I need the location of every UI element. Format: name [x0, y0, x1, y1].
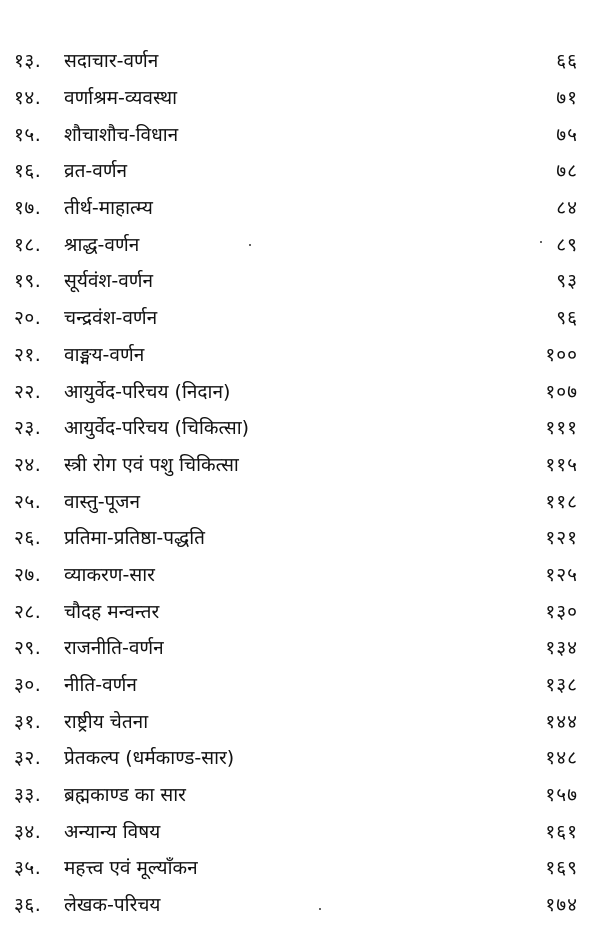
toc-entry-page: १७४	[545, 894, 578, 917]
toc-entry	[0, 299, 600, 336]
toc-entry-number: २३.	[14, 417, 42, 440]
toc-entry-number: २४.	[14, 453, 42, 476]
toc-entry-page: १२५	[545, 563, 578, 586]
toc-entry-title: आयुर्वेद-परिचय (निदान)	[64, 380, 231, 403]
toc-entry	[0, 336, 600, 373]
toc-entry	[0, 372, 600, 409]
toc-entry	[0, 409, 600, 446]
toc-entry-page: १३८	[545, 674, 578, 697]
toc-entry-number: १९.	[14, 270, 42, 293]
toc-entry	[0, 189, 600, 226]
scan-speck	[540, 241, 542, 243]
toc-entry-page: ९३	[556, 270, 578, 293]
toc-entry	[0, 629, 600, 666]
toc-entry-title: प्रतिमा-प्रतिष्ठा-पद्धति	[64, 527, 205, 550]
toc-entry-number: १३.	[14, 50, 42, 73]
toc-entry-page: १५७	[545, 784, 578, 807]
toc-entry-page: १३०	[545, 600, 578, 623]
toc-entry-number: २८.	[14, 600, 42, 623]
toc-entry-page: ८९	[556, 233, 578, 256]
toc-entry	[0, 776, 600, 813]
toc-entry-page: १२१	[545, 527, 578, 550]
toc-entry-number: २९.	[14, 637, 42, 660]
toc-entry	[0, 849, 600, 886]
toc-entry	[0, 666, 600, 703]
toc-entry-number: ३३.	[14, 784, 42, 807]
toc-entry	[0, 225, 600, 262]
toc-entry-page: १४४	[545, 710, 578, 733]
toc-entry-number: १५.	[14, 123, 42, 146]
toc-entry-title: वास्तु-पूजन	[64, 490, 140, 513]
toc-entry-number: ३०.	[14, 674, 42, 697]
toc-entry	[0, 152, 600, 189]
toc-entry-number: ३५.	[14, 857, 42, 880]
toc-entry-number: ३२.	[14, 747, 42, 770]
toc-entry-page: ८४	[556, 197, 578, 220]
toc-entry-page: ७८	[556, 160, 578, 183]
toc-entry-page: ७१	[556, 87, 578, 110]
toc-entry	[0, 739, 600, 776]
toc-entry-number: १७.	[14, 197, 42, 220]
toc-entry-number: १८.	[14, 233, 42, 256]
toc-entry-title: वर्णाश्रम-व्यवस्था	[64, 87, 178, 110]
toc-entry	[0, 702, 600, 739]
toc-entry-page: ११५	[545, 453, 578, 476]
toc-entry-title: महत्त्व एवं मूल्याँकन	[64, 857, 198, 880]
toc-entry-title: चौदह मन्वन्तर	[64, 600, 160, 623]
toc-entry-number: ३६.	[14, 894, 42, 917]
toc-entry-page: ११८	[545, 490, 578, 513]
toc-entry-title: शौचाशौच-विधान	[64, 123, 179, 146]
toc-entry	[0, 519, 600, 556]
toc-entry-page: १४८	[545, 747, 578, 770]
table-of-contents	[0, 42, 600, 923]
toc-entry-title: तीर्थ-माहात्म्य	[64, 197, 153, 220]
toc-entry-number: १६.	[14, 160, 42, 183]
toc-entry-number: २७.	[14, 563, 42, 586]
toc-entry-number: १४.	[14, 87, 42, 110]
toc-entry-title: राजनीति-वर्णन	[64, 637, 164, 660]
toc-entry	[0, 446, 600, 483]
toc-entry-number: ३१.	[14, 710, 42, 733]
toc-entry	[0, 262, 600, 299]
toc-entry	[0, 592, 600, 629]
toc-entry	[0, 115, 600, 152]
toc-entry-page: १११	[545, 417, 578, 440]
toc-entry-number: २५.	[14, 490, 42, 513]
toc-entry-title: लेखक-परिचय	[64, 894, 161, 917]
toc-entry-page: १३४	[545, 637, 578, 660]
toc-entry-page: १६१	[545, 820, 578, 843]
toc-entry	[0, 42, 600, 79]
toc-entry-page: १०७	[545, 380, 578, 403]
toc-entry-title: आयुर्वेद-परिचय (चिकित्सा)	[64, 417, 250, 440]
toc-entry-title: अन्यान्य विषय	[64, 820, 161, 843]
toc-entry-page: ७५	[556, 123, 578, 146]
toc-entry-title: स्त्री रोग एवं पशु चिकित्सा	[64, 453, 239, 476]
toc-entry-title: सूर्यवंश-वर्णन	[64, 270, 154, 293]
toc-entry-number: २०.	[14, 307, 42, 330]
toc-entry-title: नीति-वर्णन	[64, 674, 137, 697]
toc-entry-title: चन्द्रवंश-वर्णन	[64, 307, 158, 330]
toc-entry-title: राष्ट्रीय चेतना	[64, 710, 149, 733]
toc-entry-title: ब्रह्मकाण्ड का सार	[64, 784, 186, 807]
toc-entry-page: १६९	[545, 857, 578, 880]
toc-entry	[0, 482, 600, 519]
toc-entry-title: व्याकरण-सार	[64, 563, 155, 586]
scan-speck	[319, 908, 321, 910]
toc-entry-number: ३४.	[14, 820, 42, 843]
toc-entry-title: वाङ्मय-वर्णन	[64, 343, 145, 366]
toc-entry	[0, 812, 600, 849]
toc-entry-number: २१.	[14, 343, 42, 366]
toc-entry-page: ६६	[556, 50, 578, 73]
scan-speck	[249, 244, 251, 246]
toc-entry-page: १००	[545, 343, 578, 366]
toc-entry-title: प्रेतकल्प (धर्मकाण्ड-सार)	[64, 747, 235, 770]
toc-entry-title: श्राद्ध-वर्णन	[64, 233, 140, 256]
toc-entry-title: व्रत-वर्णन	[64, 160, 128, 183]
toc-entry	[0, 886, 600, 923]
toc-entry-title: सदाचार-वर्णन	[64, 50, 159, 73]
toc-entry-number: २२.	[14, 380, 42, 403]
toc-entry	[0, 79, 600, 116]
toc-entry-number: २६.	[14, 527, 42, 550]
toc-entry	[0, 556, 600, 593]
toc-entry-page: ९६	[556, 307, 578, 330]
